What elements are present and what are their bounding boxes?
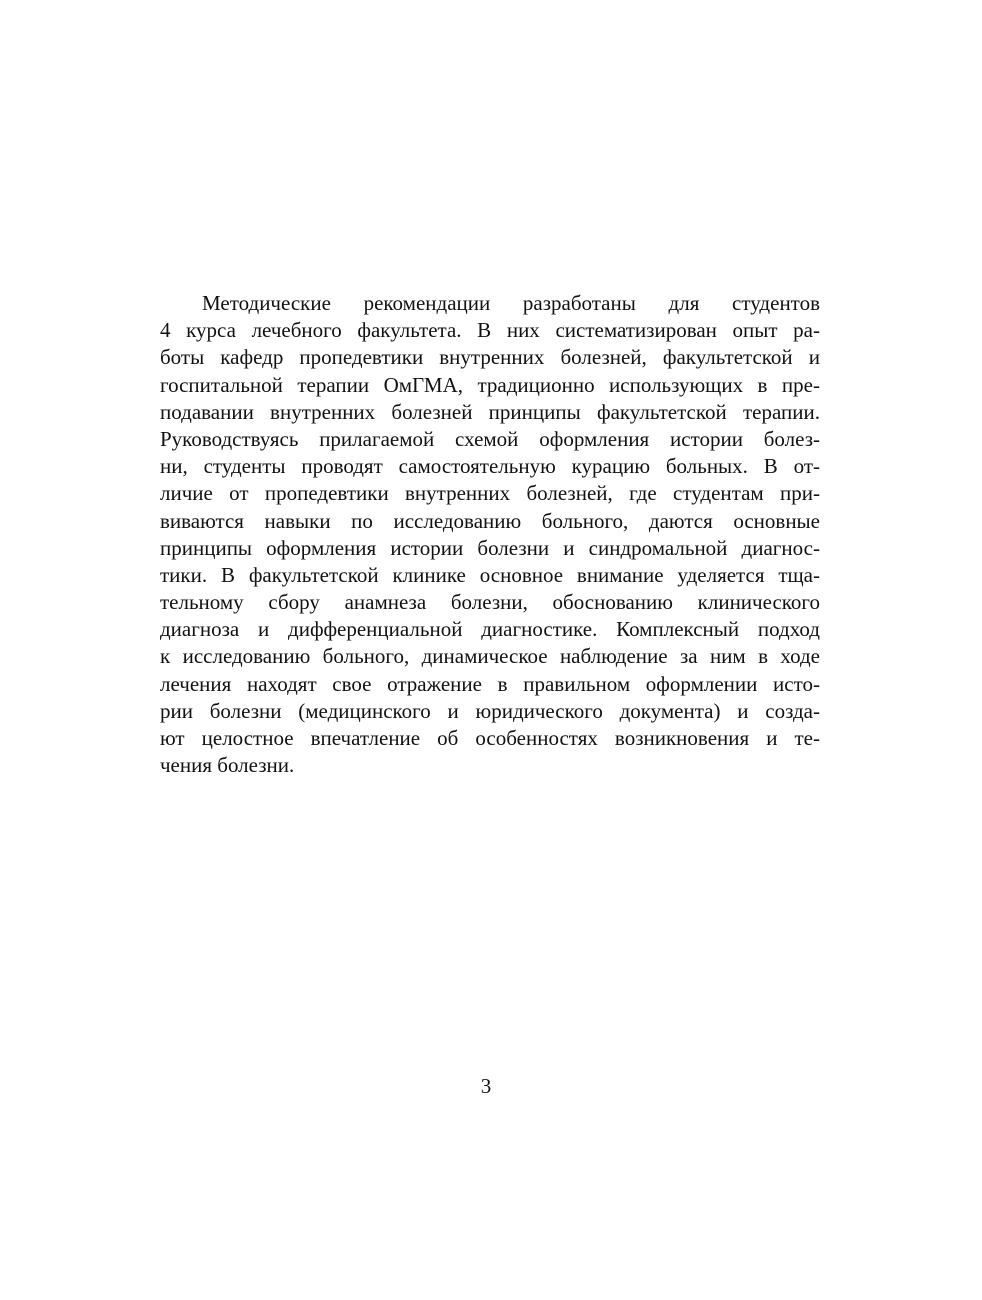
paragraph-line: боты кафедр пропедевтики внутренних болезней, факультетской и: [160, 345, 820, 370]
paragraph-line: тельному сбору анамнеза болезни, обоснованию клинического: [160, 590, 820, 615]
paragraph-line: диагноза и дифференциальной диагностике. Комплексный подход: [160, 617, 820, 642]
paragraph-line: личие от пропедевтики внутренних болезней, где студентам при-: [160, 481, 820, 506]
paragraph-line: 4 курса лечебного факультета. В них систематизирован опыт ра-: [160, 318, 820, 343]
paragraph-line: подавании внутренних болезней принципы факультетской терапии.: [160, 399, 820, 424]
paragraph-line: принципы оформления истории болезни и синдромальной диагнос-: [160, 535, 820, 560]
body-paragraph: [160, 290, 820, 779]
paragraph-line: Методические рекомендации разработаны для студентов: [202, 291, 820, 315]
paragraph-line: ют целостное впечатление об особенностях возникновения и те-: [160, 726, 820, 750]
paragraph-line: виваются навыки по исследованию больного, даются основные: [160, 508, 820, 533]
page-number: 3: [480, 1074, 492, 1098]
paragraph-line: тики. В факультетской клинике основное внимание уделяется тща-: [160, 562, 820, 587]
paragraph-line: лечения находят свое отражение в правильном оформлении исто-: [160, 671, 820, 696]
paragraph-line: чения болезни.: [160, 753, 295, 778]
paragraph-line: госпитальной терапии ОмГМА, традиционно использующих в пре-: [160, 372, 820, 397]
paragraph-line: рии болезни (медицинского и юридического документа) и созда-: [160, 698, 820, 723]
paragraph-line: Руководствуясь прилагаемой схемой оформления истории болез-: [160, 426, 820, 451]
paragraph-line: к исследованию больного, динамическое наблюдение за ним в ходе: [160, 644, 820, 669]
paragraph-line: ни, студенты проводят самостоятельную курацию больных. В от-: [160, 454, 820, 479]
